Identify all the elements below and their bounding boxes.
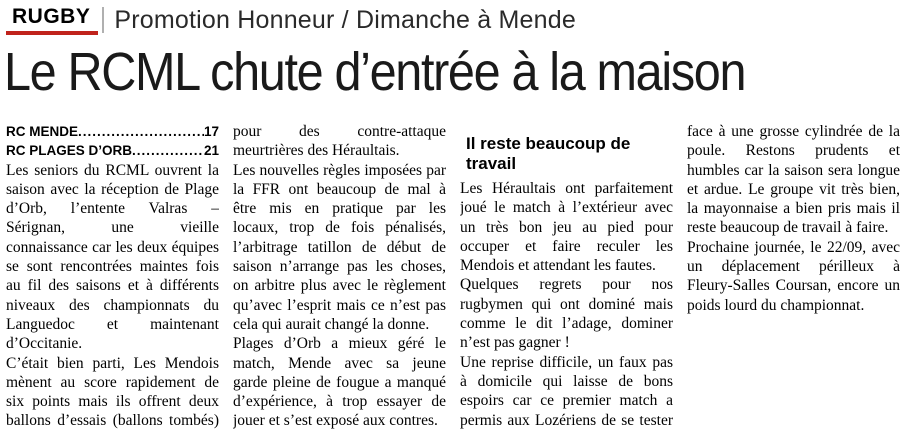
column-1: [6, 122, 219, 440]
column-2: [233, 122, 446, 440]
paragraph-continued: pour des contre-attaque meurtrières des Héraultais.: [233, 123, 446, 160]
paragraph: Quelques regrets pour nos rugbymen qui ont dominé mais comme le dit l’adage, dominer n’est pas gagner !: [460, 276, 673, 352]
crosshead: Il reste beaucoup de travail: [466, 134, 631, 173]
paragraph: Plages d’Orb a mieux géré le match, Mende avec sa jeune garde pleine de fougue a manqué d’expérience, à trop essayer de jouer et s’est exposé aux contres.: [233, 335, 446, 430]
score-leader-dots: [78, 122, 204, 141]
score-leader-dots: [132, 141, 204, 160]
section-rubric: RUGBY: [6, 5, 98, 35]
paragraph: Une reprise difficile, un faux pas à domicile qui laisse de bons espoirs car ce premier match a permis aux Lozériens de se tester: [460, 353, 673, 429]
paragraph: Les seniors du RCML ouvrent la saison avec la réception de Plage d’Orb, l’entente Valras – Sérignan, une vieille connaissance car les deux équipes se sont rencontrées maintes fois au fil des saisons et à différents niveaux des championnats du Languedoc et maintenant d’Occitanie.: [6, 161, 219, 353]
score-line-home: [6, 122, 219, 141]
column-3: [460, 122, 673, 440]
article-subhead: Promotion Honneur / Dimanche à Mende: [114, 5, 576, 34]
article-headline: Le RCML chute d’entrée à la maison: [4, 42, 746, 102]
paragraph: C’était bien parti, Les Mendois mènent au score rapidement de six points mais ils offrent deux ballons d’essais (ballons tombés): [6, 354, 219, 430]
article-body: [6, 122, 906, 440]
paragraph: Les Héraultais ont parfaitement joué le match à l’extérieur avec un très bon jeu au pied pour occuper et faire reculer les Mendois et attendant les fautes.: [460, 180, 673, 275]
column-4: [687, 122, 900, 440]
score-points: 17: [203, 124, 219, 139]
score-team: RC MENDE: [6, 124, 79, 139]
score-points: 21: [203, 143, 219, 159]
kicker-divider: [102, 7, 104, 33]
paragraph-continued: face à une grosse cylindrée de la poule. Restons prudents et humbles car la saison sera longue et ardue. Le groupe vit très bien, la mayonnaise a bien pris mais il reste beaucoup de travail à faire.: [687, 123, 900, 237]
paragraph: Les nouvelles règles imposées par la FFR ont beaucoup de mal à être mis en pratique par les locaux, trop de fois pénalisés, l’arbitrage tatillon de début de saison n’arrange pas les choses, on arbitre plus avec le règlement qu’avec l’esprit mais ce n’est pas cela qui aurait changé la donne.: [233, 161, 446, 333]
score-team: RC PLAGES D’ORB: [6, 143, 133, 159]
article-kicker: [6, 6, 576, 34]
score-line-away: [6, 141, 219, 160]
paragraph: Prochaine journée, le 22/09, avec un déplacement périlleux à Fleury-Salles Coursan, encore un poids lourd du championnat.: [687, 238, 900, 314]
